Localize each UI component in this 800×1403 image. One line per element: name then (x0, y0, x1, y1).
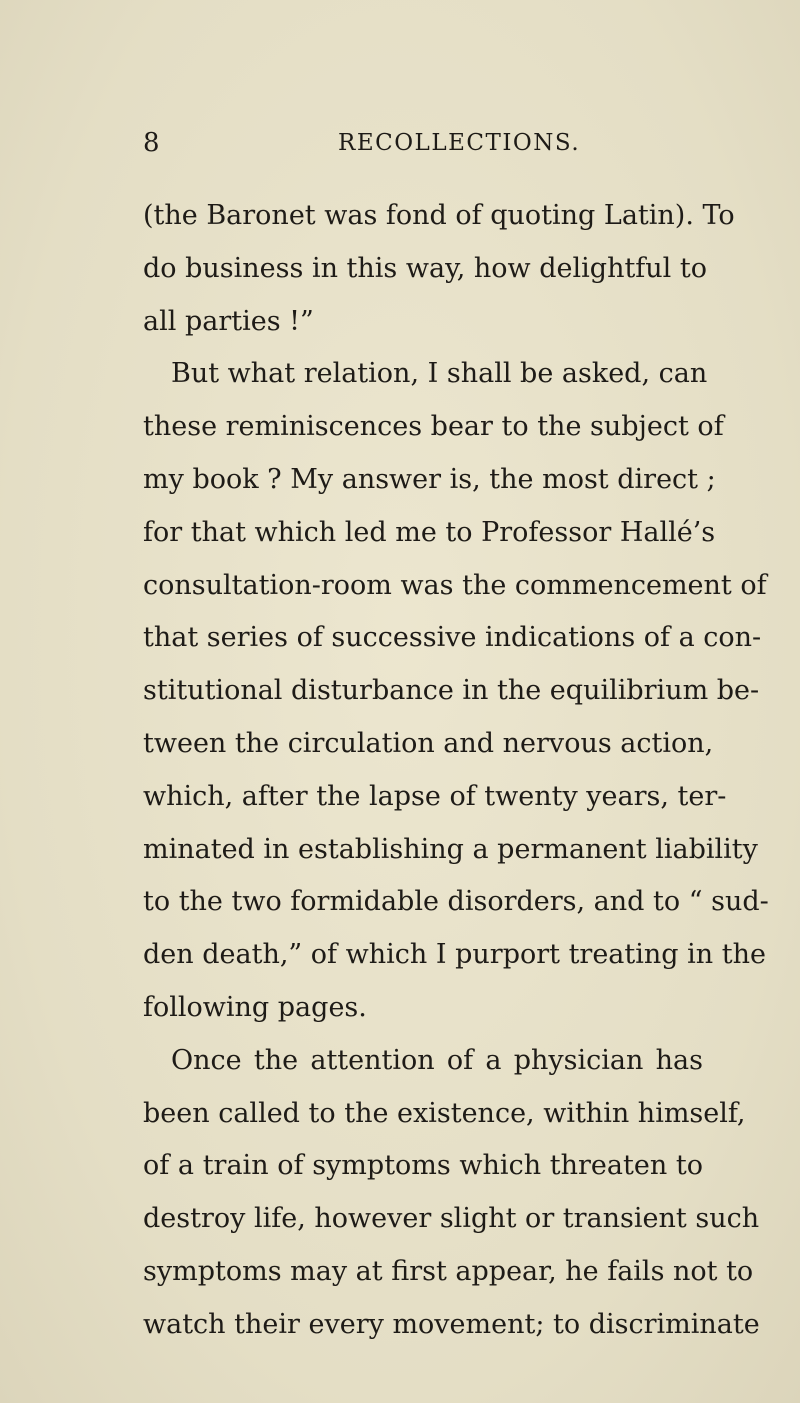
text-line: den death,” of which I purport treating in the (143, 939, 766, 971)
text-line: these reminiscences bear to the subject of (143, 411, 724, 443)
text-line: watch their every movement; to discriminate (143, 1308, 760, 1340)
page-number: 8 (143, 128, 160, 158)
text-line: stitutional disturbance in the equilibrium be- (143, 675, 760, 707)
text-line: But what relation, I shall be asked, can (171, 358, 708, 390)
text-line: Once the attention of a physician has (171, 1044, 703, 1076)
text-line: minated in establishing a permanent liability (143, 833, 758, 865)
running-title: RECOLLECTIONS. (338, 130, 581, 156)
text-line: for that which led me to Professor Hallé’s (143, 516, 716, 548)
text-line: symptoms may at first appear, he fails not to (143, 1255, 754, 1287)
text-line: (the Baronet was fond of quoting Latin). To (143, 200, 735, 231)
text-line: destroy life, however slight or transient such (143, 1203, 760, 1235)
text-line: do business in this way, how delightful to (143, 252, 708, 284)
text-line: following pages. (143, 991, 367, 1023)
text-line: that series of successive indications of a con- (143, 622, 762, 654)
text-line: been called to the existence, within himself, (143, 1097, 746, 1129)
text-line: my book ? My answer is, the most direct ; (143, 463, 716, 495)
text-line: of a train of symptoms which threaten to (143, 1150, 703, 1182)
text-line: all parties !” (143, 305, 314, 337)
text-line: consultation-room was the commencement of (143, 569, 767, 601)
text-line: which, after the lapse of twenty years, ter- (143, 780, 727, 812)
body-text (143, 190, 769, 1352)
text-line: to the two formidable disorders, and to “ sud- (143, 886, 769, 918)
running-head (143, 128, 703, 168)
text-line: tween the circulation and nervous action, (143, 727, 714, 759)
